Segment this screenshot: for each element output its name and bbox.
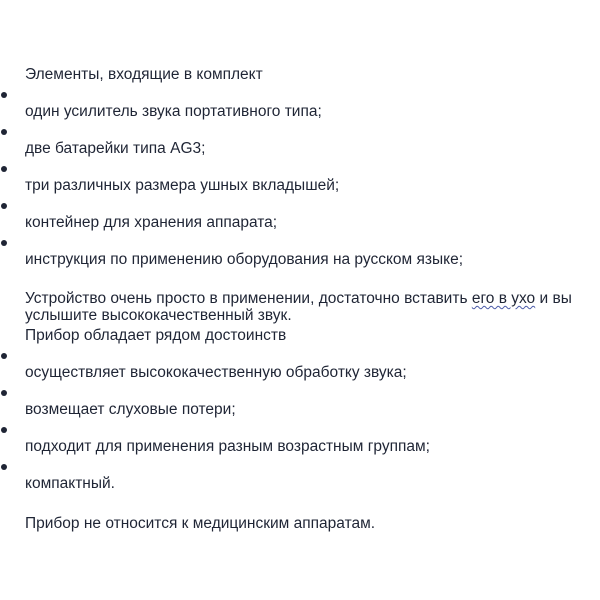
bullet-icon xyxy=(1,240,7,246)
paragraph-text-before: Устройство очень просто в применении, достаточно вставить xyxy=(25,290,472,307)
bullet-icon xyxy=(1,390,7,396)
bullet-icon xyxy=(1,353,7,359)
kit-item-3: три различных размера ушных вкладышей; xyxy=(25,177,340,194)
kit-heading: Элементы, входящие в комплект xyxy=(25,66,263,83)
bullet-icon xyxy=(1,464,7,470)
bullet-icon xyxy=(1,427,7,433)
advantages-heading: Прибор обладает рядом достоинств xyxy=(25,327,287,344)
advantage-item-1: осуществляет высококачественную обработку звука; xyxy=(25,364,407,381)
bullet-icon xyxy=(1,166,7,172)
spellcheck-underlined-text: его в ухо xyxy=(471,290,536,307)
kit-item-4: контейнер для хранения аппарата; xyxy=(25,214,278,231)
bullet-icon xyxy=(1,203,7,209)
paragraph-text-after: и вы xyxy=(535,290,572,307)
paragraph-line-2: услышите высококачественный звук. xyxy=(25,307,292,324)
kit-item-2: две батарейки типа AG3; xyxy=(25,140,206,157)
footer-note: Прибор не относится к медицинским аппаратам. xyxy=(25,515,376,532)
bullet-icon xyxy=(1,129,7,135)
advantage-item-4: компактный. xyxy=(25,475,115,492)
advantage-item-2: возмещает слуховые потери; xyxy=(25,401,236,418)
paragraph-line-1 xyxy=(25,290,572,308)
kit-item-5: инструкция по применению оборудования на русском языке; xyxy=(25,251,464,268)
bullet-icon xyxy=(1,92,7,98)
kit-item-1: один усилитель звука портативного типа; xyxy=(25,103,322,120)
advantage-item-3: подходит для применения разным возрастным группам; xyxy=(25,438,430,455)
